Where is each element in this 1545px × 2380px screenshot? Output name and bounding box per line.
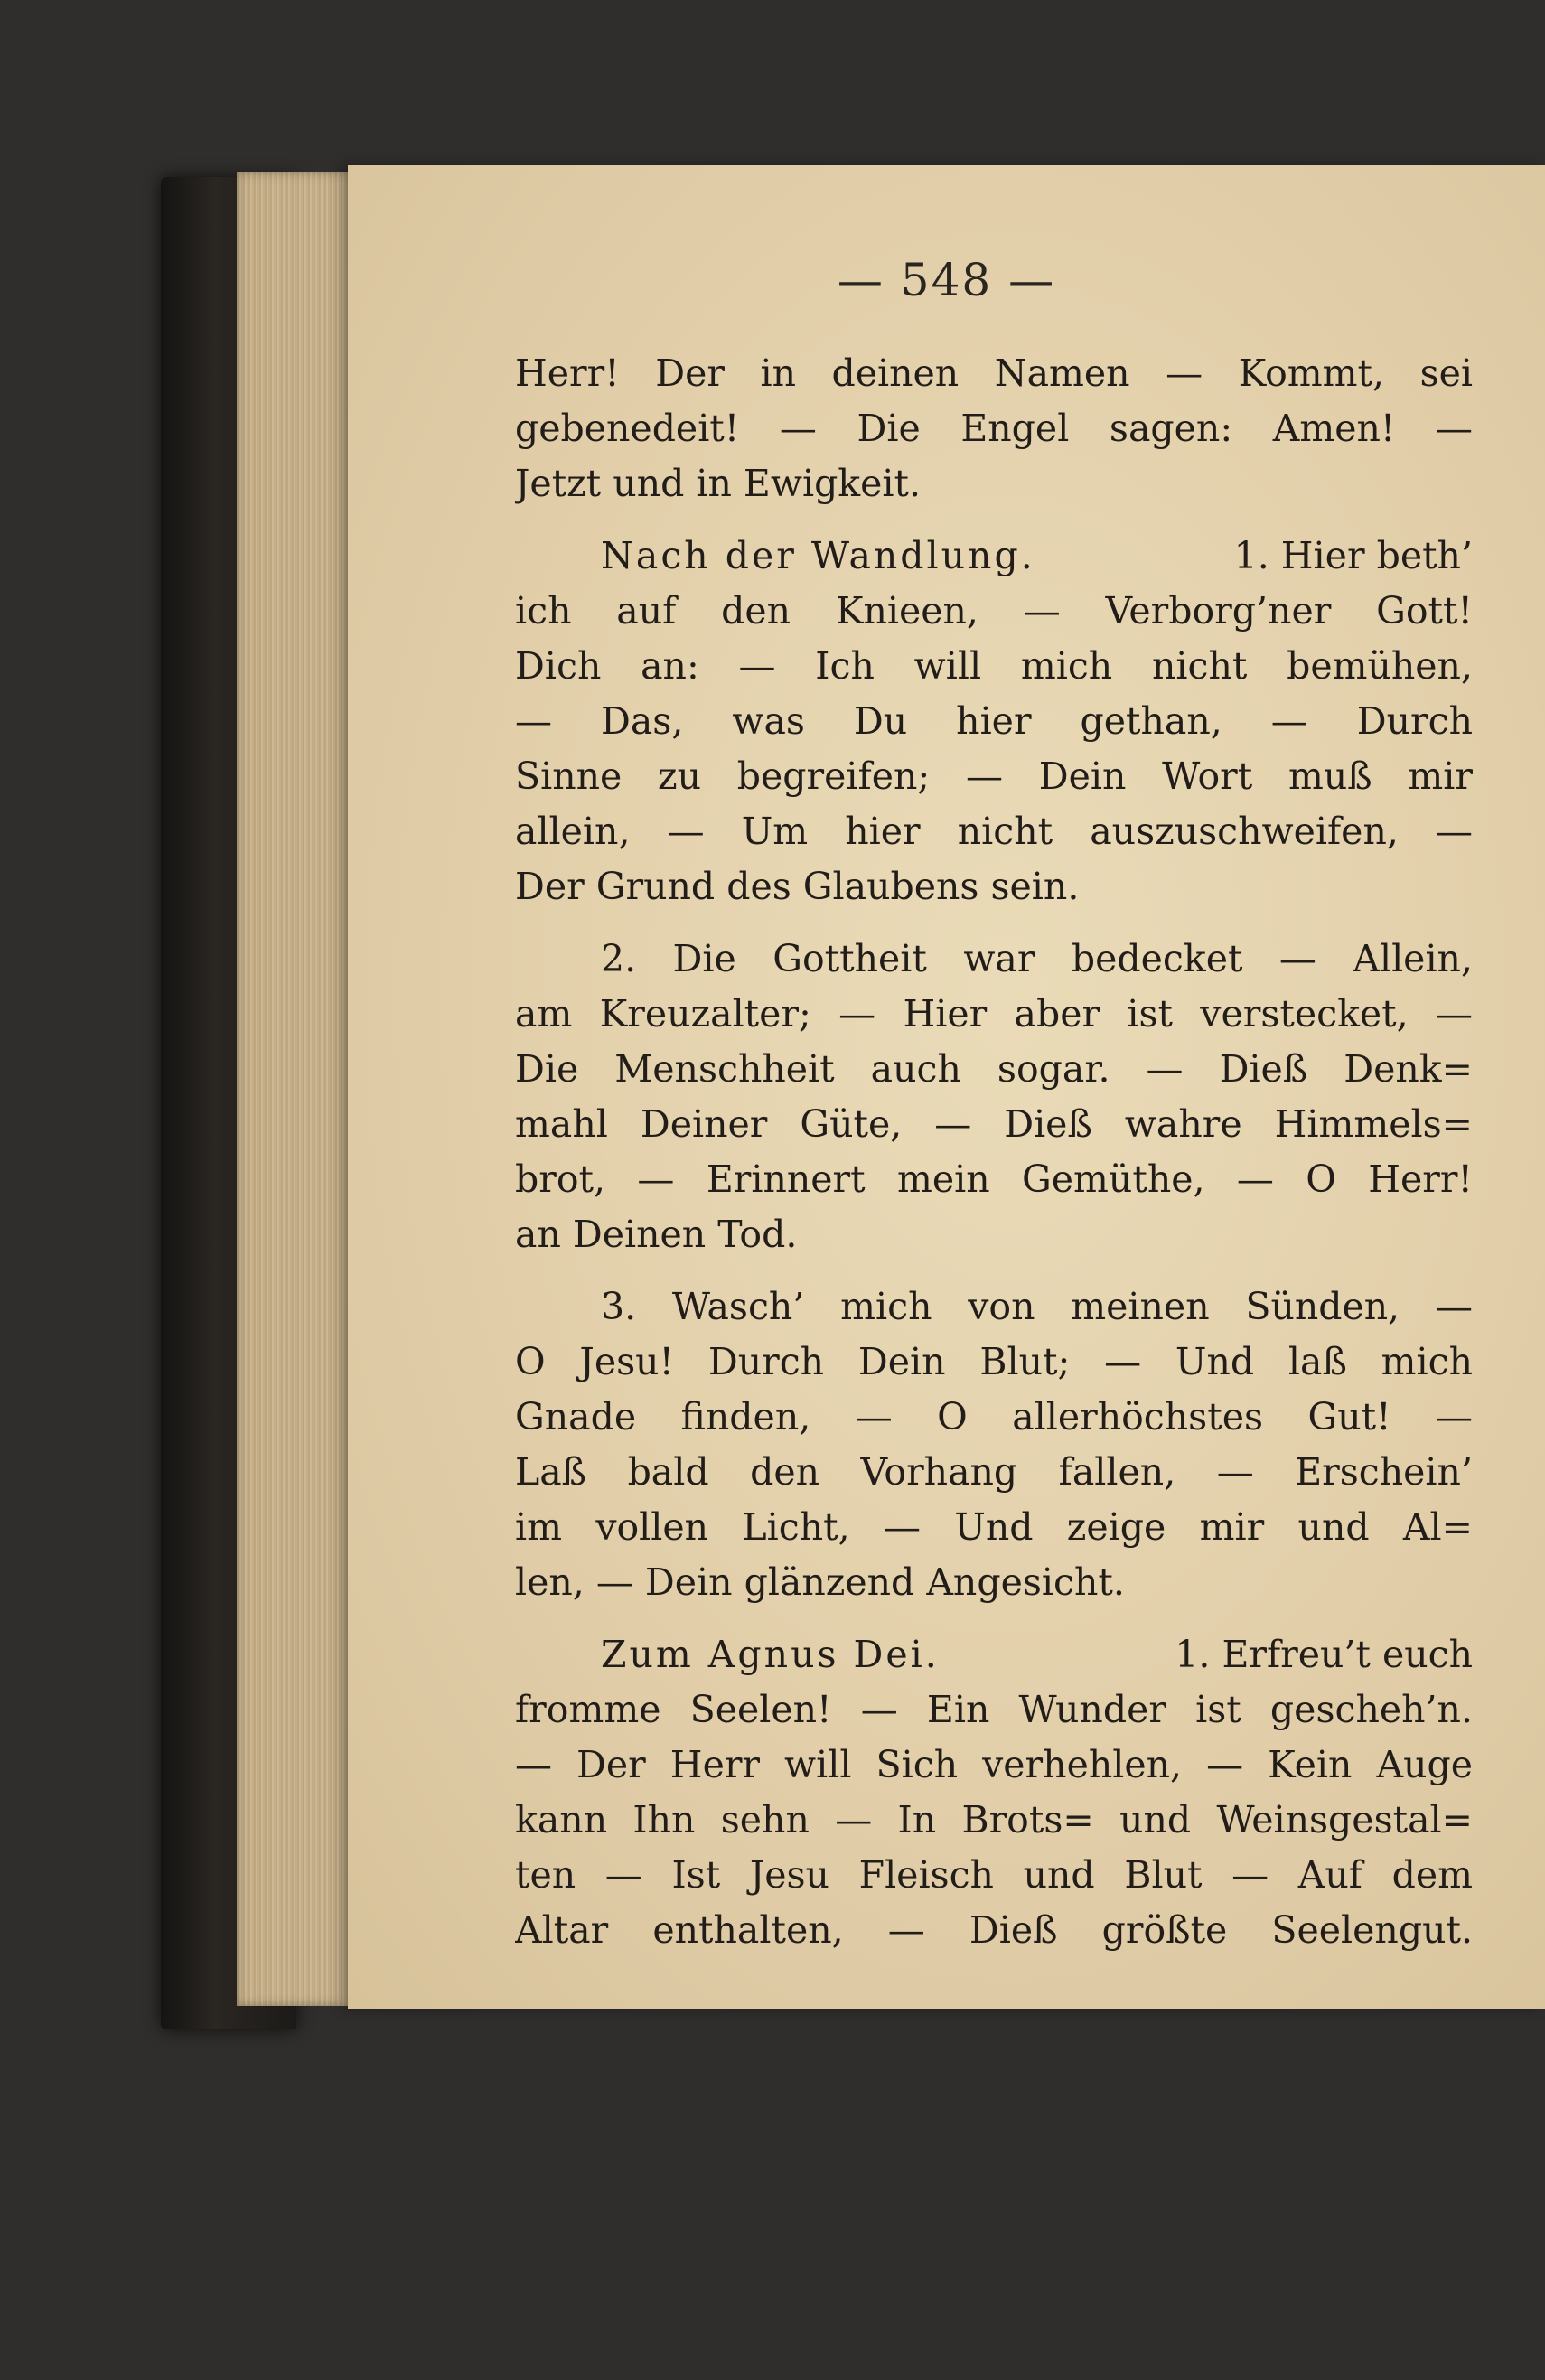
text-line: fromme Seelen! — Ein Wunder ist gescheh’n. [515, 1688, 1473, 1731]
book-page [348, 165, 1545, 2009]
text-line: kann Ihn sehn — In Brots= und Weinsgestal= [515, 1798, 1473, 1841]
page-edges [237, 172, 363, 2006]
text-line: — Das, was Du hier gethan, — Durch [515, 699, 1473, 743]
text-line: Die Menschheit auch sogar. — Dieß Denk= [515, 1047, 1473, 1091]
text-line [515, 529, 1473, 584]
text-line: allein, — Um hier nicht auszuschweifen, — [515, 810, 1473, 853]
text-line: gebenedeit! — Die Engel sagen: Amen! — [515, 407, 1473, 450]
text-line: — Der Herr will Sich verhehlen, — Kein Auge [515, 1743, 1473, 1786]
text-line: Altar enthalten, — Dieß größte Seelengut. [515, 1908, 1473, 1952]
text-line: im vollen Licht, — Und zeige mir und Al= [515, 1505, 1473, 1549]
text-line: Laß bald den Vorhang fallen, — Erschein’ [515, 1450, 1473, 1494]
text-line: O Jesu! Durch Dein Blut; — Und laß mich [515, 1340, 1473, 1383]
section-heading: Zum Agnus Dei. [601, 1633, 940, 1676]
text-line: ich auf den Knieen, — Verborg’ner Gott! [515, 589, 1473, 632]
text-line: brot, — Erinnert mein Gemüthe, — O Herr! [515, 1157, 1473, 1201]
text-line: am Kreuzalter; — Hier aber ist verstecket, — [515, 992, 1473, 1035]
text-line [515, 1627, 1473, 1682]
text-line: an Deinen Tod. [515, 1213, 798, 1256]
text-line: ten — Ist Jesu Fleisch und Blut — Auf dem [515, 1853, 1473, 1897]
text-line: Jetzt und in Ewigkeit. [515, 462, 922, 505]
text-line: 2. Die Gottheit war bedecket — Allein, [601, 937, 1473, 980]
text-line: Dich an: — Ich will mich nicht bemühen, [515, 644, 1473, 688]
text-line: Gnade finden, — O allerhöchstes Gut! — [515, 1395, 1473, 1438]
text-line: len, — Dein glänzend Angesicht. [515, 1560, 1125, 1604]
section-heading: Nach der Wandlung. [601, 534, 1035, 577]
text-segment: 1. Erfreu’t euch [1175, 1633, 1473, 1676]
text-line: Sinne zu begreifen; — Dein Wort muß mir [515, 754, 1473, 798]
text-line: Der Grund des Glaubens sein. [515, 865, 1080, 908]
text-line: mahl Deiner Güte, — Dieß wahre Himmels= [515, 1102, 1473, 1146]
text-line: 3. Wasch’ mich von meinen Sünden, — [601, 1285, 1473, 1328]
page-text [515, 346, 1473, 1958]
page-number: — 548 — [837, 254, 1056, 306]
text-line: Herr! Der in deinen Namen — Kommt, sei [515, 351, 1473, 395]
text-segment: 1. Hier beth’ [1233, 534, 1473, 577]
